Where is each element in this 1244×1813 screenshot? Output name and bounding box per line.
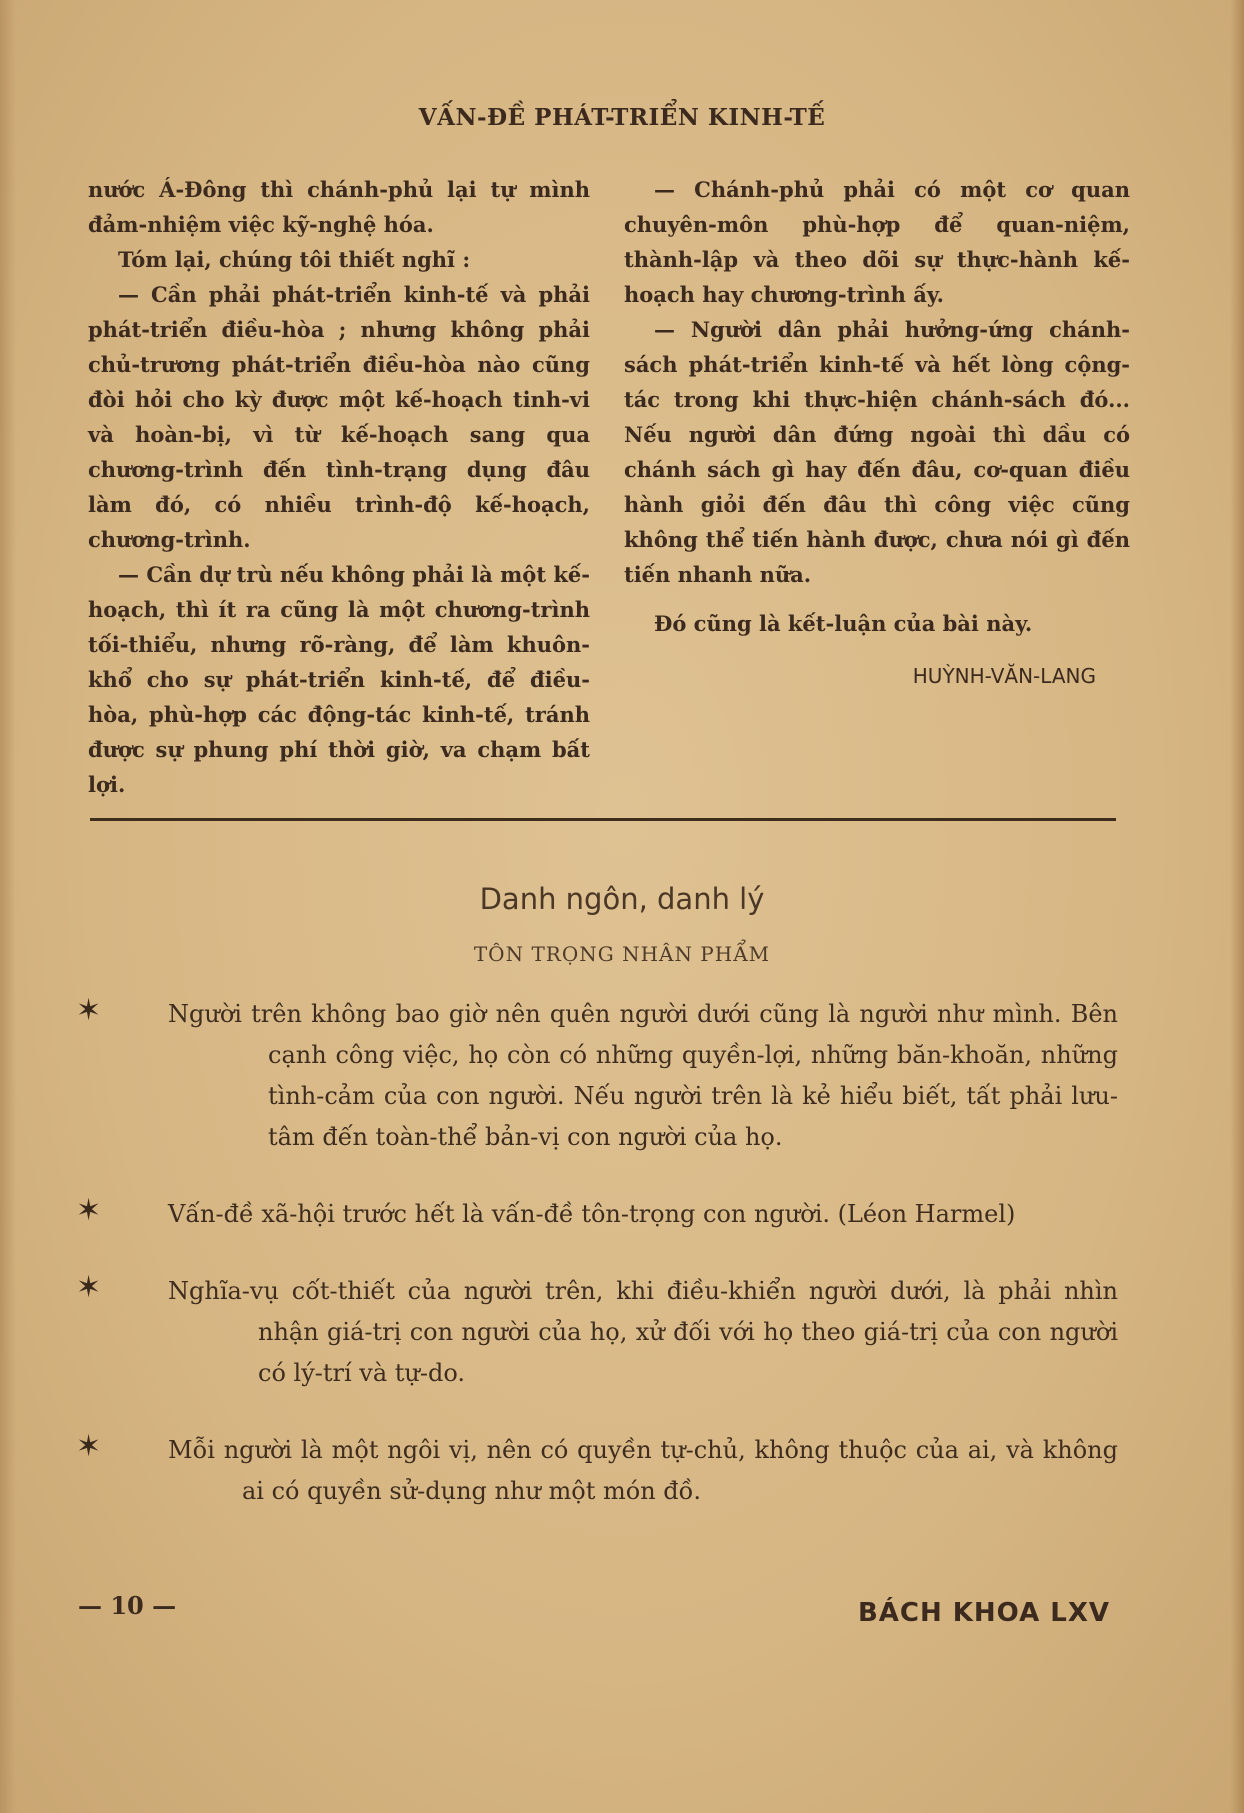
quote-text-3: Nghĩa-vụ cốt-thiết của người trên, khi điều-khiển người dưới, là phải nhìn nhận giá-trị con người của họ, xử đối với họ theo giá-trị của con người có lý-trí và tự-do. xyxy=(168,1277,1118,1387)
running-head: VẤN-ĐỀ PHÁT-TRIỂN KINH-TẾ xyxy=(418,104,826,131)
quote-item xyxy=(76,1194,1118,1235)
right-paragraph-1: — Chánh-phủ phải có một cơ quan chuyên-môn phù-hợp để quan-niệm, thành-lập và theo dõi sự thực-hành kế-hoạch hay chương-trình ấy. xyxy=(624,177,1130,307)
quote-item xyxy=(76,1271,1118,1394)
publication-name: BÁCH KHOA LXV xyxy=(857,1598,1110,1628)
right-column xyxy=(624,172,1130,694)
quote-list xyxy=(76,994,1118,1548)
conclusion-paragraph: Đó cũng là kết-luận của bài này. xyxy=(654,611,1033,636)
quote-text-1: Người trên không bao giờ nên quên người dưới cũng là người như mình. Bên cạnh công việc, họ còn có những quyền-lợi, những băn-khoăn, những tình-cảm của con người. Nếu người trên là kẻ hiểu biết, tất phải lưu-tâm đến toàn-thể bản-vị con người của họ. xyxy=(168,1000,1118,1151)
left-paragraph-2: Tóm lại, chúng tôi thiết nghĩ : xyxy=(118,247,471,272)
left-paragraph-3: — Cần phải phát-triển kinh-tế và phải phát-triển điều-hòa ; nhưng không phải chủ-trương phát-triển điều-hòa nào cũng đòi hỏi cho kỳ được một kế-hoạch tinh-vi và hoàn-bị, vì từ kế-hoạch sang qua chương-trình đến tình-trạng dụng đâu làm đó, có nhiều trình-độ kế-hoạch, chương-trình. xyxy=(88,282,590,552)
six-point-star-icon: ✶ xyxy=(76,1429,102,1464)
left-column xyxy=(88,172,590,802)
section-title: Danh ngôn, danh lý xyxy=(479,882,765,916)
quote-item xyxy=(76,994,1118,1158)
six-point-star-icon: ✶ xyxy=(76,993,102,1028)
author-signature: HUỲNH-VĂN-LANG xyxy=(912,664,1096,688)
page-number: — 10 — xyxy=(78,1591,177,1620)
right-paragraph-2: — Người dân phải hưởng-ứng chánh-sách phát-triển kinh-tế và hết lòng cộng-tác trong khi thực-hiện chánh-sách đó... Nếu người dân đứng ngoài thì dầu có chánh sách gì hay đến đâu, cơ-quan điều hành giỏi đến đâu thì công việc cũng không thể tiến hành được, chưa nói gì đến tiến nhanh nữa. xyxy=(624,317,1130,587)
quote-text-4: Mỗi người là một ngôi vị, nên có quyền tự-chủ, không thuộc của ai, và không ai có quyền sử-dụng như một món đồ. xyxy=(168,1436,1118,1505)
six-point-star-icon: ✶ xyxy=(76,1270,102,1305)
six-point-star-icon: ✶ xyxy=(76,1193,102,1228)
left-paragraph-1: nước Á-Đông thì chánh-phủ lại tự mình đảm-nhiệm việc kỹ-nghệ hóa. xyxy=(88,177,590,237)
section-subtitle: TÔN TRỌNG NHÂN PHẨM xyxy=(473,942,771,966)
horizontal-divider xyxy=(90,818,1116,821)
left-paragraph-4: — Cần dự trù nếu không phải là một kế-hoạch, thì ít ra cũng là một chương-trình tối-thiểu, nhưng rõ-ràng, để làm khuôn-khổ cho sự phát-triển kinh-tế, để điều-hòa, phù-hợp các động-tác kinh-tế, tránh được sự phung phí thời giờ, va chạm bất lợi. xyxy=(88,562,590,797)
quote-item xyxy=(76,1430,1118,1512)
quote-text-2: Vấn-đề xã-hội trước hết là vấn-đề tôn-trọng con người. (Léon Harmel) xyxy=(168,1200,1016,1228)
